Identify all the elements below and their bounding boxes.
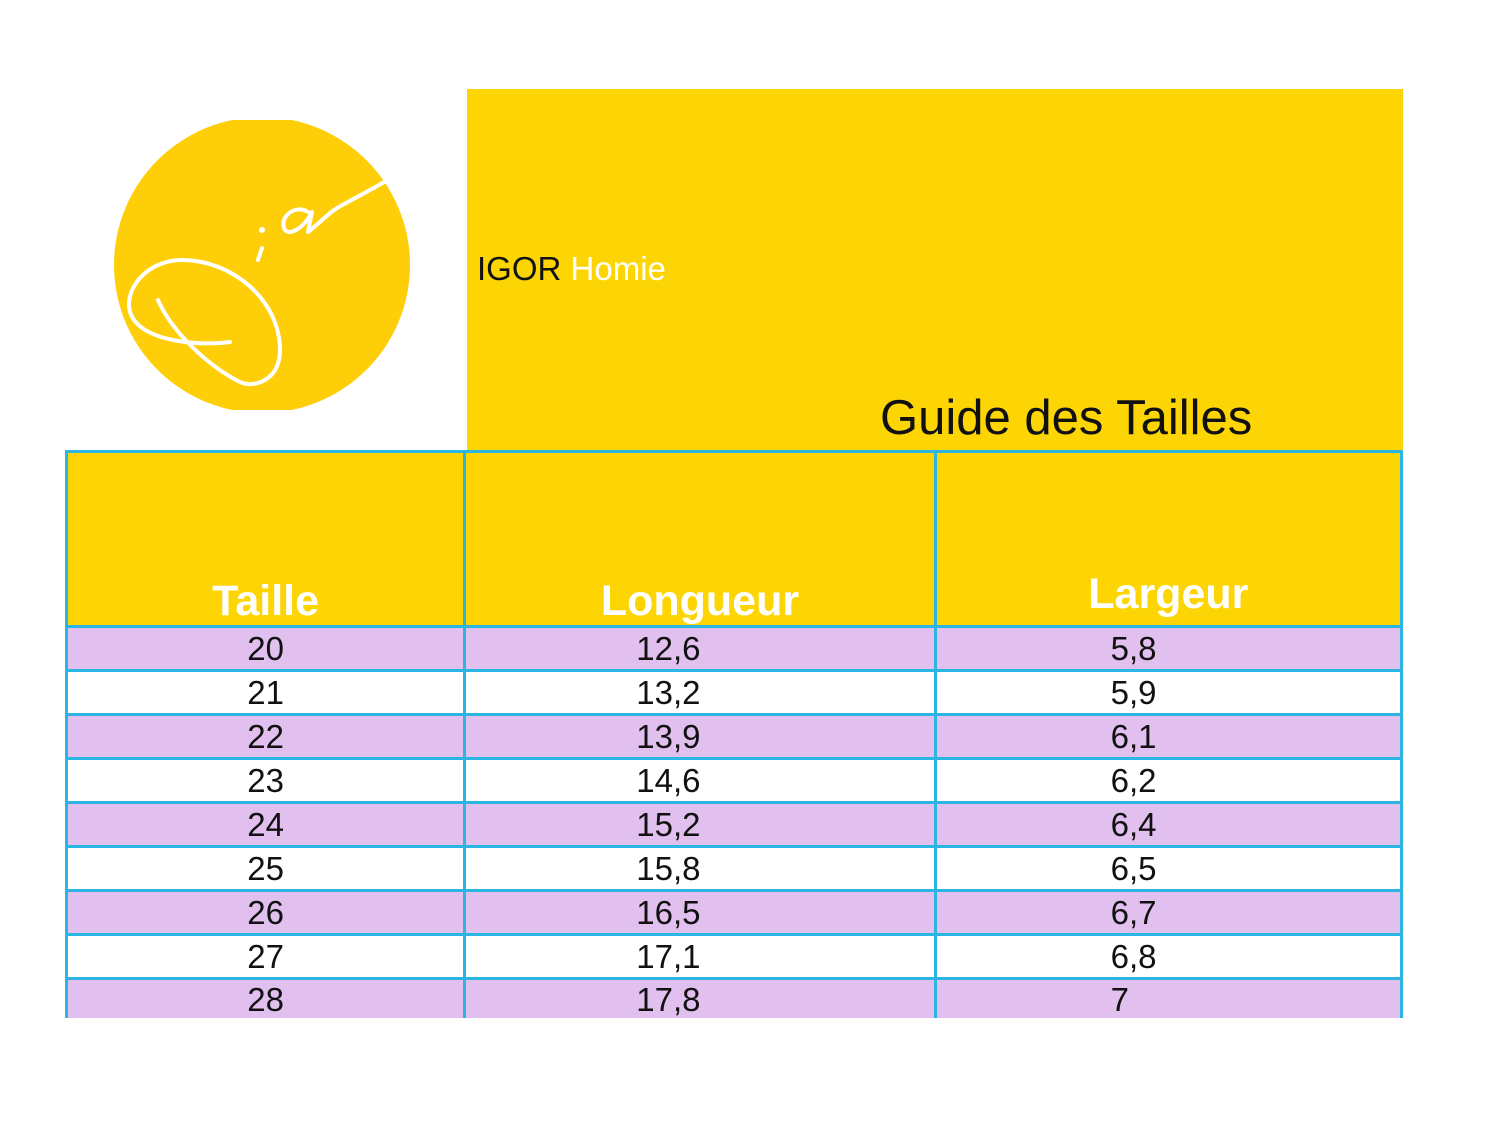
table-row <box>67 891 1402 935</box>
cell-largeur: 6,8 <box>935 935 1401 979</box>
cell-longueur: 12,6 <box>465 627 935 671</box>
cell-taille: 20 <box>67 627 465 671</box>
table-row <box>67 671 1402 715</box>
logo-circle-icon <box>112 120 412 410</box>
table-row <box>67 803 1402 847</box>
size-table <box>65 450 1403 1018</box>
cell-longueur: 15,2 <box>465 803 935 847</box>
cell-largeur: 6,2 <box>935 759 1401 803</box>
cell-largeur: 7 <box>935 979 1401 1019</box>
cell-largeur: 6,5 <box>935 847 1401 891</box>
cell-longueur: 15,8 <box>465 847 935 891</box>
cell-longueur: 14,6 <box>465 759 935 803</box>
cell-taille: 24 <box>67 803 465 847</box>
cell-taille: 22 <box>67 715 465 759</box>
cell-taille: 25 <box>67 847 465 891</box>
cell-longueur: 13,2 <box>465 671 935 715</box>
brand-name-primary: IGOR <box>477 250 562 287</box>
header-banner <box>467 89 1403 451</box>
cell-longueur: 17,1 <box>465 935 935 979</box>
brand-logo <box>112 120 412 410</box>
cell-taille: 27 <box>67 935 465 979</box>
table-header-row <box>67 452 1402 627</box>
brand-name-secondary: Homie <box>570 250 666 287</box>
table-row <box>67 935 1402 979</box>
cell-longueur: 13,9 <box>465 715 935 759</box>
column-header-taille: Taille <box>67 452 465 627</box>
table-row <box>67 759 1402 803</box>
table-row <box>67 979 1402 1019</box>
page-title: Guide des Tailles <box>880 391 1253 445</box>
cell-largeur: 6,4 <box>935 803 1401 847</box>
column-header-longueur: Longueur <box>465 452 935 627</box>
cell-longueur: 16,5 <box>465 891 935 935</box>
cell-taille: 23 <box>67 759 465 803</box>
cell-taille: 28 <box>67 979 465 1019</box>
cell-largeur: 5,8 <box>935 627 1401 671</box>
cell-largeur: 6,7 <box>935 891 1401 935</box>
brand-name <box>477 252 666 285</box>
cell-taille: 21 <box>67 671 465 715</box>
cell-longueur: 17,8 <box>465 979 935 1019</box>
cell-largeur: 5,9 <box>935 671 1401 715</box>
table-row <box>67 847 1402 891</box>
cell-taille: 26 <box>67 891 465 935</box>
cell-largeur: 6,1 <box>935 715 1401 759</box>
column-header-largeur: Largeur <box>935 452 1401 627</box>
table-row <box>67 627 1402 671</box>
page-bottom-margin <box>0 1037 1500 1148</box>
table-row <box>67 715 1402 759</box>
